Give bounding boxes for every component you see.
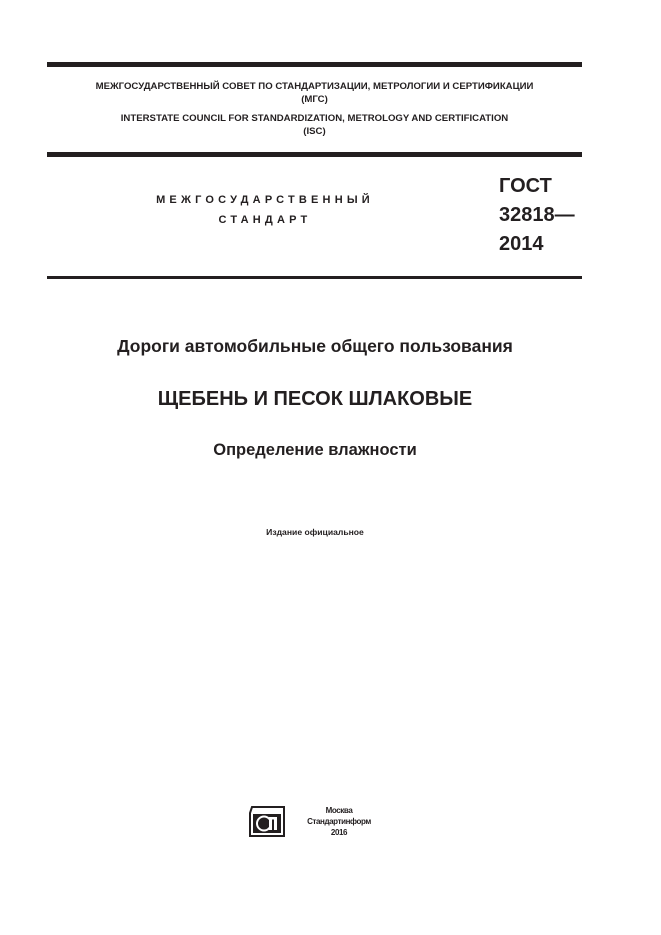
standard-type-line2: СТАНДАРТ [218, 214, 312, 226]
council-en-abbr: (ISC) [303, 126, 326, 137]
edition-label: Издание официальное [266, 527, 364, 537]
bottom-rule [47, 276, 582, 279]
council-en-block [47, 112, 582, 138]
publisher-block [294, 805, 384, 838]
council-ru-abbr: (МГС) [301, 94, 328, 105]
standartinform-logo-icon [248, 805, 286, 838]
council-en-name: INTERSTATE COUNCIL FOR STANDARDIZATION, METROLOGY AND CERTIFICATION [120, 113, 509, 124]
middle-rule [47, 152, 582, 157]
document-subject: ЩЕБЕНЬ И ПЕСОК ШЛАКОВЫЕ [157, 388, 473, 410]
publisher-year: 2016 [330, 828, 348, 837]
gost-label: ГОСТ [499, 175, 552, 197]
publisher-name: Стандартинформ [307, 817, 371, 826]
top-rule [47, 62, 582, 67]
publisher-city: Москва [325, 806, 353, 815]
standard-type-line1: МЕЖГОСУДАРСТВЕННЫЙ [156, 194, 374, 206]
gost-number: 32818— [499, 204, 575, 226]
gost-designation [499, 172, 575, 259]
council-ru-block [47, 80, 582, 106]
document-subtitle: Определение влажности [213, 441, 417, 459]
document-title: Дороги автомобильные общего пользования [117, 336, 513, 356]
gost-year: 2014 [499, 233, 544, 255]
standard-type [120, 190, 410, 230]
council-ru-name: МЕЖГОСУДАРСТВЕННЫЙ СОВЕТ ПО СТАНДАРТИЗАЦИИ, МЕТРОЛОГИИ И СЕРТИФИКАЦИИ [95, 81, 534, 92]
